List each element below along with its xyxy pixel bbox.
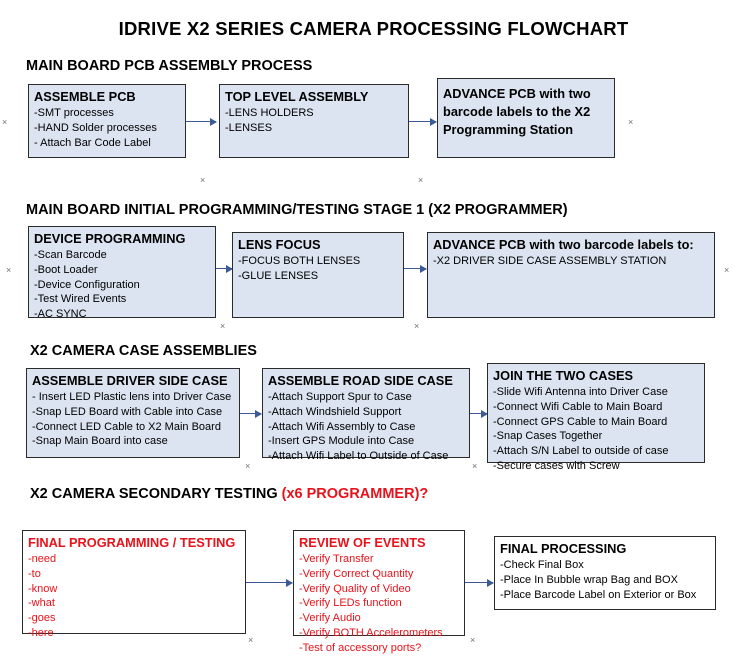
tick-mark: × xyxy=(472,461,478,471)
tick-mark: × xyxy=(2,117,8,127)
box-join-the-two-cases-heading: JOIN THE TWO CASES xyxy=(493,368,634,383)
box-review-of-events[interactable] xyxy=(293,530,465,654)
box-final-programming-testing-list xyxy=(28,552,240,640)
list-item: -Verify Correct Quantity xyxy=(299,567,414,580)
list-item: -Connect Wifi Cable to Main Board xyxy=(493,400,663,413)
section-heading-3-label: X2 CAMERA CASE ASSEMBLIES xyxy=(30,343,257,359)
list-item: -Test Wired Events xyxy=(34,293,127,306)
arrow-review-to-final-processing xyxy=(465,582,493,583)
list-item: -Insert GPS Module into Case xyxy=(268,435,415,448)
list-item: -to xyxy=(28,567,41,580)
box-assemble-driver-side-case-heading: ASSEMBLE DRIVER SIDE CASE xyxy=(32,373,228,388)
list-item: -Place In Bubble wrap Bag and BOX xyxy=(500,573,678,586)
list-item: -HAND Solder processes xyxy=(34,121,157,134)
arrow-roadside-to-join xyxy=(470,413,487,414)
list-item: - Attach Bar Code Label xyxy=(34,136,151,149)
page-title: IDRIVE X2 SERIES CAMERA PROCESSING FLOWCHART xyxy=(118,18,629,39)
section-heading-4-label: X2 CAMERA SECONDARY TESTING xyxy=(30,486,282,502)
box-final-processing-list xyxy=(500,558,710,602)
tick-mark: × xyxy=(248,635,254,645)
box-advance-pcb-programming-station-heading: ADVANCE PCB with two barcode labels to the X2 Programming Station xyxy=(443,86,591,138)
tick-mark: × xyxy=(6,265,12,275)
box-final-programming-testing[interactable] xyxy=(22,530,246,639)
list-item: -SMT processes xyxy=(34,107,114,120)
list-item: -Snap Main Board into case xyxy=(32,435,168,448)
box-review-of-events-list xyxy=(299,552,459,655)
list-item: -Verify Transfer xyxy=(299,553,374,566)
tick-mark: × xyxy=(470,635,476,645)
box-advance-pcb-programming-station[interactable] xyxy=(437,78,615,158)
box-final-processing-heading: FINAL PROCESSING xyxy=(500,541,627,556)
tick-mark: × xyxy=(200,175,206,185)
box-advance-pcb-driver-side-list xyxy=(433,254,709,269)
list-item: -need xyxy=(28,553,57,566)
box-lens-focus[interactable] xyxy=(232,232,404,318)
list-item: -Attach Windshield Support xyxy=(268,405,402,418)
box-assemble-pcb-heading: ASSEMBLE PCB xyxy=(34,89,136,104)
list-item: -Snap Cases Together xyxy=(493,430,603,443)
arrow-final-to-review xyxy=(246,582,292,583)
list-item: -goes xyxy=(28,612,56,625)
section-heading-1-label: MAIN BOARD PCB ASSEMBLY PROCESS xyxy=(26,58,313,74)
box-assemble-pcb[interactable] xyxy=(28,84,186,158)
list-item: -GLUE LENSES xyxy=(238,269,319,282)
list-item: -here xyxy=(28,626,54,639)
tick-mark: × xyxy=(245,461,251,471)
list-item: -Scan Barcode xyxy=(34,249,107,262)
arrow-driver-to-roadside xyxy=(240,413,261,414)
tick-mark: × xyxy=(414,321,420,331)
list-item: -Place Barcode Label on Exterior or Box xyxy=(500,588,697,601)
arrow-lens-to-advance xyxy=(404,268,426,269)
list-item: -Connect LED Cable to X2 Main Board xyxy=(32,420,221,433)
list-item: -know xyxy=(28,582,58,595)
box-advance-pcb-driver-side-heading: ADVANCE PCB with two barcode labels to: xyxy=(433,237,694,252)
list-item: -Verify Audio xyxy=(299,612,361,625)
list-item: -Test of accessory ports? xyxy=(299,641,422,654)
tick-mark: × xyxy=(220,321,226,331)
list-item: -Attach Support Spur to Case xyxy=(268,391,412,404)
list-item: -Snap LED Board with Cable into Case xyxy=(32,405,223,418)
list-item: -Verify LEDs function xyxy=(299,597,402,610)
box-device-programming-heading: DEVICE PROGRAMMING xyxy=(34,231,186,246)
box-lens-focus-list xyxy=(238,254,398,283)
section-heading-4-suffix: (x6 PROGRAMMER)? xyxy=(281,486,429,502)
box-lens-focus-heading: LENS FOCUS xyxy=(238,237,321,252)
tick-mark: × xyxy=(628,117,634,127)
box-top-level-assembly-heading: TOP LEVEL ASSEMBLY xyxy=(225,89,369,104)
arrow-device-to-lens xyxy=(216,268,232,269)
box-device-programming-list xyxy=(34,248,210,322)
box-advance-pcb-driver-side[interactable] xyxy=(427,232,715,318)
list-item: - Insert LED Plastic lens into Driver Case xyxy=(32,391,232,404)
box-top-level-assembly-list xyxy=(225,106,403,135)
list-item: -Attach S/N Label to outside of case xyxy=(493,445,669,458)
box-review-of-events-heading: REVIEW OF EVENTS xyxy=(299,535,426,550)
list-item: -Connect GPS Cable to Main Board xyxy=(493,415,668,428)
list-item: -FOCUS BOTH LENSES xyxy=(238,255,361,268)
list-item: -X2 DRIVER SIDE CASE ASSEMBLY STATION xyxy=(433,255,667,268)
list-item: -Device Configuration xyxy=(34,278,140,291)
box-join-the-two-cases[interactable] xyxy=(487,363,705,472)
box-assemble-pcb-list xyxy=(34,106,180,150)
section-heading-2-label: MAIN BOARD INITIAL PROGRAMMING/TESTING STAGE 1 (X2 PROGRAMMER) xyxy=(26,202,568,218)
box-device-programming[interactable] xyxy=(28,226,216,321)
box-final-programming-testing-heading: FINAL PROGRAMMING / TESTING xyxy=(28,535,236,550)
list-item: -Verify Quality of Video xyxy=(299,582,411,595)
tick-mark: × xyxy=(418,175,424,185)
list-item: -Verify BOTH Accelerometers xyxy=(299,626,443,639)
box-assemble-road-side-case[interactable] xyxy=(262,368,470,463)
list-item: -Slide Wifi Antenna into Driver Case xyxy=(493,386,668,399)
list-item: -LENS HOLDERS xyxy=(225,107,314,120)
arrow-toplevel-to-advance xyxy=(409,121,436,122)
arrow-pcb-to-toplevel xyxy=(186,121,216,122)
box-join-the-two-cases-list xyxy=(493,385,699,473)
list-item: -Attach Wifi Assembly to Case xyxy=(268,420,416,433)
box-top-level-assembly[interactable] xyxy=(219,84,409,158)
section-heading-4 xyxy=(30,486,428,502)
section-heading-2 xyxy=(26,202,568,218)
list-item: -what xyxy=(28,597,55,610)
section-heading-1 xyxy=(26,58,312,74)
box-assemble-road-side-case-heading: ASSEMBLE ROAD SIDE CASE xyxy=(268,373,453,388)
section-heading-3 xyxy=(30,343,257,359)
list-item: -Boot Loader xyxy=(34,263,98,276)
box-assemble-driver-side-case[interactable] xyxy=(26,368,240,458)
tick-mark: × xyxy=(724,265,730,275)
list-item: -LENSES xyxy=(225,121,273,134)
box-final-processing[interactable] xyxy=(494,536,716,610)
list-item: -Attach Wifi Label to Outside of Case xyxy=(268,450,449,463)
list-item: -Secure cases with Screw xyxy=(493,459,620,472)
list-item: -AC SYNC xyxy=(34,308,87,321)
box-assemble-road-side-case-list xyxy=(268,390,464,464)
list-item: -Check Final Box xyxy=(500,559,584,572)
box-assemble-driver-side-case-list xyxy=(32,390,234,449)
